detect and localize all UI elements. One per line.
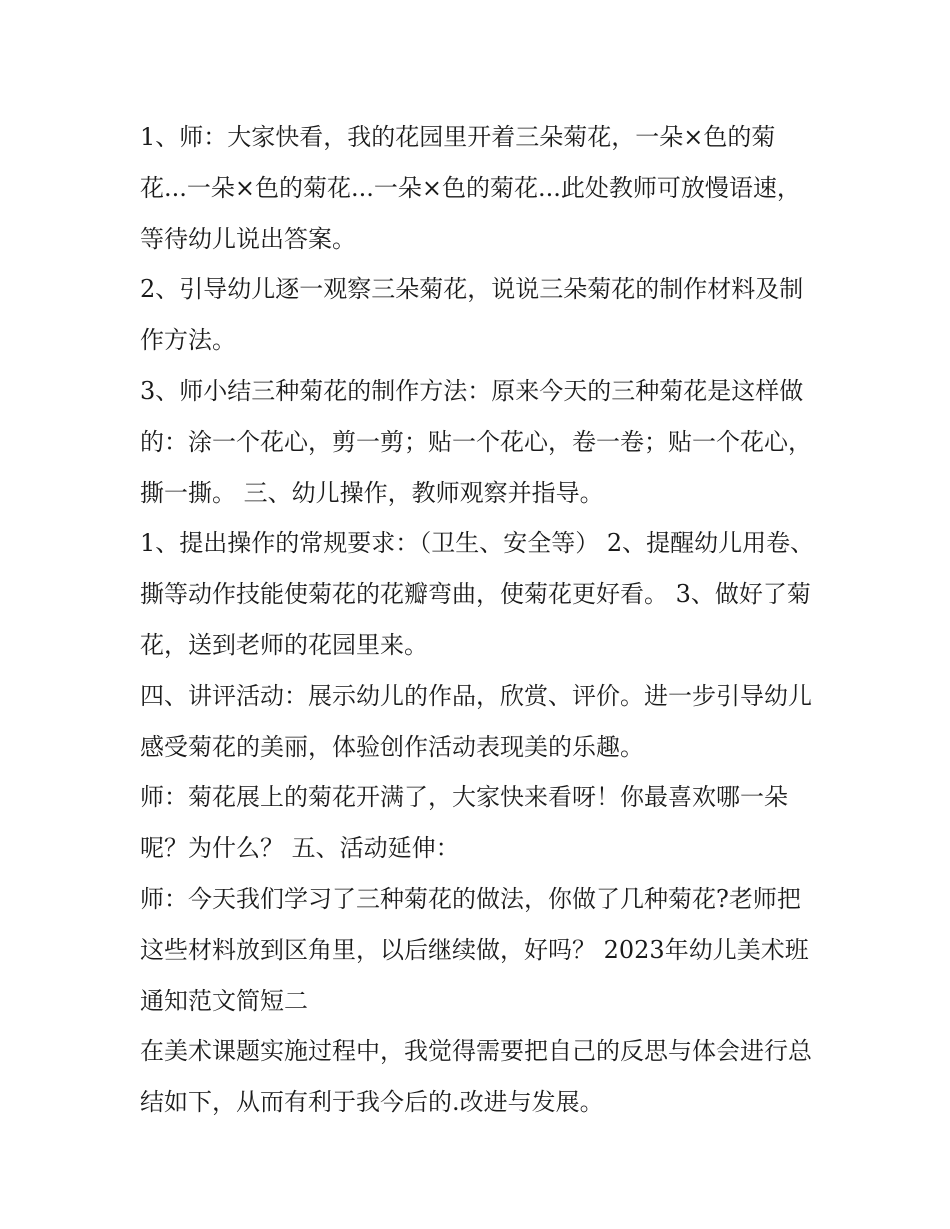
paragraph-6: 师：菊花展上的菊花开满了，大家快来看呀！你最喜欢哪一朵呢？为什么？ 五、活动延伸： — [140, 783, 788, 863]
paragraph-3: 3、师小结三种菊花的制作方法：原来今天的三种菊花是这样做的：涂一个花心，剪一剪；贴一个花心，卷一卷；贴一个花心，撕一撕。 三、幼儿操作，教师观察并指导。 — [140, 376, 812, 507]
paragraph-8: 在美术课题实施过程中，我觉得需要把自己的反思与体会进行总结如下，从而有利于我今后的.改进与发展。 — [140, 1037, 812, 1117]
paragraph-1: 1、师：大家快看，我的花园里开着三朵菊花，一朵×色的菊花...一朵×色的菊花...一朵×色的菊花...此处教师可放慢语速，等待幼儿说出答案。 — [140, 123, 801, 253]
paragraph-5: 四、讲评活动：展示幼儿的作品，欣赏、评价。进一步引导幼儿感受菊花的美丽，体验创作活动表现美的乐趣。 — [140, 681, 812, 761]
paragraph-4: 1、提出操作的常规要求：（卫生、安全等） 2、提醒幼儿用卷、撕等动作技能使菊花的花瓣弯曲，使菊花更好看。 3、做好了菊花，送到老师的花园里来。 — [140, 529, 815, 659]
paragraph-7: 师：今天我们学习了三种菊花的做法，你做了几种菊花?老师把这些材料放到区角里，以后继续做，好吗？ 2023年幼儿美术班通知范文简短二 — [140, 884, 809, 1015]
paragraph-2: 2、引导幼儿逐一观察三朵菊花，说说三朵菊花的制作材料及制作方法。 — [140, 275, 804, 355]
